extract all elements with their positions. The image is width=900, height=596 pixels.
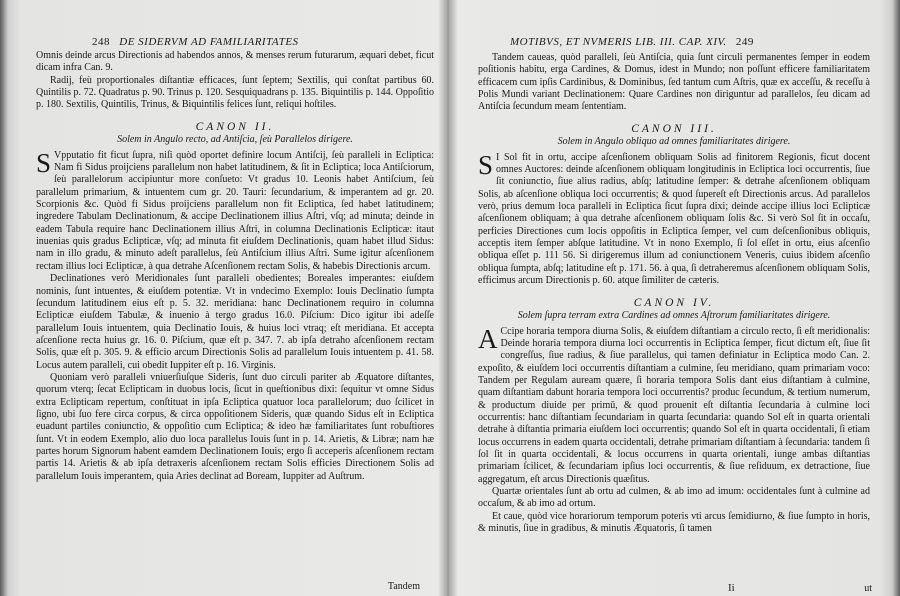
- canon-iv-paragraph: [478, 323, 870, 486]
- canon-iii-text: I Sol fit in ortu, accipe aſcenſionem obliquam Solis ad finitorem Regionis, ficut docent omnes Auctores: deinde aſcenſionem obliquam longitudinis in Ecliptica loci occurrentis, ſiue ſit coniunctio, ſiue alius radius, abſq; latitudine ſemper: & detrahe aſcenſionem obliquam Solis, ab aſcenſione obliqua loci occurrentis; & quod ſupereſt eſt Directionis arcus. Ad parallelos verò, prius demum loca paralleli in Ecliptica ſicut ſupra dixi; deinde accipe illius loci Eclipticæ aſcenſionem obliquam; à qua detrahe aſcenſionem obliquam ſolis &c. Si verò Sol ſit in occaſu, perficies Directiones cum locis oppoſitis in Ecliptica ſemper, vel cum deſcenſionibus obliquis, acceptis item ſemper abſque latitudine. Vt in nono Exemplo, ſi ſol eſſet in ortu, eius aſcenſio obliqua eſſet p. 111 56. Si dirigeremus illum ad coniunctionem Veneris, cuius ibidem aſcenſio obliqua ſumpta, abſq; latitudine eſt p. 171. 56. à qua, ſi detraheremus aſcenſionem obliquam Solis, efficimus arcum Directionis p. 60. atque ſimiliter de cæteris.: [478, 151, 870, 287]
- left-running-title: DE SIDERVM AD FAMILIARITATES: [119, 36, 299, 48]
- drop-capital: S: [36, 147, 52, 178]
- canon-iv-heading: CANON IV.: [633, 296, 715, 309]
- left-intro-paragraph-2: Radij, feù proportionales diſtantiæ efficaces, ſunt ſeptem; Sextilis, qui conſtat partibus 60. Quintilis p. 72. Quadratus p. 90. Trinus p. 120. Sesquiquadrans p. 135. Biquintilis p. 144. Oppoſitio p. 180. Sextilis, Quintilis, Trinus, & Biquintilis felices ſunt, reliqui hoſtiles.: [36, 74, 434, 111]
- canon-iv-subtitle: Solem ſupra terram extra Cardines ad omnes Aſtrorum familiaritates dirigere.: [517, 309, 831, 321]
- canon-ii-first-text: Vpputatio fit ficut ſupra, niſi quòd oportet definire locum Antiſcij, ſeù paralleli in Ecliptica: Nam fi Sidus proijciens parallelum non habet latitudinem, & ſit in Ecliptica; loca Antiſciorum, ſeù parallelorum accipiuntur more conſueto: Vt gradus 10. Leonis habet Antiſcium, ſeù parallelum primarium, & intuentem cum gr. 20. Tauri: ſecundarium, & imperantem ad gr. 20. Scorpionis &c. Quòd fi Sidus proijciens parallelum non fit Ecliptica, ſed habet latitudinem; ingredere Tabulam Declinationum, & accipe Declinationem illius Aſtri, vſq; ad minuta; deinde in eadem Tabula require hanc Declinationem illius Aſtri, in columna Declinationis Eclipticæ: itaut inuenias quis gradus Eclipticæ, vſq; ad minuta fit eiuſdem Declinationis, quam habet illud Sidus: nam in illo gradu, & minuto adeſt parallelus, ſeù Antiſcium illius Aſtri. Sume igitur aſcenſionem rectam illius loci Eclipticæ, à qua detrahe Aſcenſionem rectam Solis, & habebis Directionis arcum.: [36, 149, 434, 272]
- left-catchword: Tandem: [387, 581, 420, 592]
- right-paragraph-quartae: Quartæ orientales ſunt ab ortu ad culmen, & ab imo ad imum: occidentales ſunt à culmine ad occaſum, & ab imo ad ortum.: [478, 485, 870, 510]
- canon-iv-text: Ccipe horaria tempora diurna Solis, & eiuſdem diſtantiam a circulo recto, ſi eſt meridionalis: Deinde horaria tempora diurna loci occurrentis in Ecliptica ſemper, ficut dictum eſt, ſiue ſit congreſſus, ſiue radius, & ſiue parallelus, qui tamen definiatur in Ecliptica modo Can. 2. expoſito, & eiuſdem loci occurrentis diſtantiam a culmine, ſeu meridiano, quam primariam voco: Tandem per Regulam auream quære, ſi horaria tempora Solis dant eius diſtantiam à culmine, quam diſtantiam dabunt horaria tempora loci occurrentis? produc ſecundum, & tertium numerum, & productum diuide per primū, & quod prouenit eſt diſtantia ſecundaria à culmine loci occurrentis: hanc diſtantiam ſecundariam in quarta ſecundaria: quando Sol eſt in quarta orientali detrahe à diſtantia primaria eiuſdem loci occurrentis; quando Sol eſt in quarta occidentali, ſi etiam locus occurrens in eadem quarta occidentali, detrahe primariam diſtantiam à ſecundaria: tandem ſi ſol ſit in quarta occidentali, & locus occurrens in quarta orientali, iunge ambas diſtantias primariam ſcilicet, & ſecundariam ipſius loci occurrentis, & ſiue reſiduum, ex detractione, ſiue aggregatum, eſt arcus Directionis quæſitus.: [478, 325, 870, 485]
- canon-ii-heading: CANON II.: [195, 120, 275, 133]
- right-running-title: MOTIBVS, ET NVMERIS LIB. III. CAP. XIV.: [510, 36, 727, 48]
- drop-capital: A: [478, 323, 498, 354]
- canon-iii-paragraph: [478, 149, 870, 288]
- canon-ii-subtitle: Solem in Angulo recto, ad Antiſcia, ſeù Parallelos dirigere.: [117, 133, 353, 145]
- right-running-head: [510, 36, 760, 48]
- left-page: [36, 50, 434, 596]
- canon-iii-subtitle: Solem in Angulo obliquo ad omnes familiaritates dirigere.: [557, 135, 791, 147]
- right-signature-mark: Ii: [728, 582, 735, 594]
- right-page-number: 249: [735, 36, 754, 48]
- canon-iii-heading: CANON III.: [631, 122, 717, 135]
- right-catchword: ut: [864, 583, 872, 594]
- drop-capital: S: [478, 149, 494, 180]
- right-page: [478, 52, 870, 596]
- book-gutter: [438, 0, 458, 596]
- left-page-number: 248: [92, 36, 110, 48]
- left-paragraph-quoniam: Quoniam verò paralleli vniuerſiuſque Sideris, ſunt duo circuli pariter ab Æquatore diſtantes, quorum vterq; ſecat Eclipticam in duobus locis, ſicut in queſtionibus dixi: ſequitur vt omne Sidus extra Eclipticam repertum, conſtituat in ipſa Ecliptica quatuor loca parallelorum; duo ſcilicet in ſigno, ubi ſuo fere circa corpus, & circa oppoſitionem Sideris, quæ quando Sidus eſt in Ecliptica euadunt partiles coniunctio, & oppoſitio cum Ecliptica; & ideo hæ familiaritates ſunt robuſtiores ſunt. Vt in eodem Exemplo, alio duo loca parallelus Iouis ſunt in p. 14. Arietis, & Libræ; nam hæ partes horum Signorum habent eamdem Declinationem Iouis; ergo ſi acceperis aſcenſionem rectam partis 14. Arietis & ab ipſa detraxeris aſcenſionem rectam Solis efficies Directionem Solis ad parallelum Iouis imperantem, quia Aries declinat ad Boream, Iuppiter ad Auſtrum.: [36, 371, 434, 482]
- right-paragraph-caue: Et caue, quòd vice horariorum temporum poteris vti arcus ſemidiurno, & ſiue ſumpto in horis, & minutis, ſiue in gradibus, & minutis Æquatoris, ſi tamen: [478, 510, 870, 534]
- canon-ii-first-paragraph: [36, 147, 434, 273]
- left-paragraph-declinationes: Declinationes verò Meridionales ſunt paralleli obedientes; Boreales imperantes: eiuſdem nominis, ſunt intuentes, & eiuſdem potentiæ. Vt in vndecimo Exemplo: Iouis Declinatio ſumpta ſecundum latitudinem eius eſt p. 5. 32. meridiana: hanc Declinationem requiro in columna Eclipticæ eiuſdem Tabulæ, & inuenio à tergo gradus 16.0. Piſcium: Dico igitur ibi adeſſe parallelum Iouis intuentem, quia Declinatio Iouis, & huius loci vtraq; eſt meridiana. Et accepta aſcenſione recta huius gr. 16. 0. Piſcium, quæ eſt p. 347. 7. ab ipſa detraho aſcenſionem rectam Solis, quæ eſt p. 305. 9. & efficio arcum Directionis Solis ad parallelum Iouis intuentem p. 41. 58. Locus autem paralleli, cui obedit Iuppiter eſt p. 16. Virginis.: [36, 273, 434, 371]
- left-running-head: [92, 36, 299, 48]
- right-intro-paragraph: Tandem caueas, quòd paralleli, ſeù Antiſcia, quia ſunt circuli permanentes ſemper in eodem poſitionis habitu, erga Cardines, & Domus, idest in Mundo; non poſſunt efficere familiaritatem efficacem cum ipſis Cardinibus, & Dominibus, ſed tantum cum Aſtris, quæ ex acceſſu, & receſſu à Polis Mundi variant Declinationem: Quare Cardines non diriguntur ad parallelos, ſeu dicam ad Antiſcia ſecundum meam ſententiam.: [478, 52, 870, 113]
- left-intro-paragraph-1: Omnis deinde arcus Directionis ad habendos annos, & menses rerum futurarum, æquari debet, ficut dicam infra Can. 9.: [36, 50, 434, 74]
